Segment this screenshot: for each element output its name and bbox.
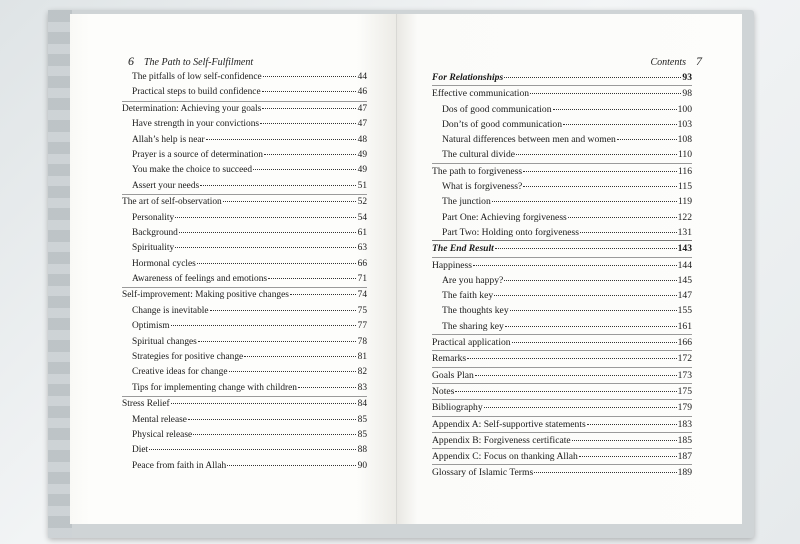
toc-entry-page: 61	[357, 227, 367, 238]
toc-entry-title: Are you happy?	[442, 274, 504, 286]
toc-entry-page: 116	[677, 165, 692, 177]
toc-leader-dots	[510, 310, 677, 311]
toc-leader-dots	[617, 139, 677, 140]
toc-entry-title: The pitfalls of low self-confidence	[132, 72, 262, 82]
toc-entry	[432, 240, 692, 256]
toc-entry	[432, 194, 692, 209]
toc-leader-dots	[175, 217, 356, 218]
toc-entry	[122, 272, 367, 287]
toc-leader-dots	[553, 109, 677, 110]
toc-entry	[122, 335, 367, 350]
toc-entry-title: Awareness of feelings and emotions	[132, 274, 268, 285]
toc-leader-dots	[504, 77, 681, 78]
toc-leader-dots	[484, 407, 677, 408]
toc-entry-title: Determination: Achieving your goals	[122, 103, 262, 114]
toc-leader-dots	[516, 154, 677, 155]
toc-entry-page: 100	[677, 103, 692, 115]
toc-entry-title: Self-improvement: Making positive changes	[122, 290, 289, 301]
toc-leader-dots	[572, 440, 677, 441]
toc-entry-title: Prayer is a source of determination	[132, 149, 263, 160]
toc-entry-title: Part One: Achieving forgiveness	[442, 211, 567, 223]
toc-entry	[122, 101, 367, 117]
toc-leader-dots	[298, 387, 356, 388]
toc-entry-title: Dos of good communication	[442, 103, 552, 115]
toc-entry	[432, 179, 692, 194]
toc-leader-dots	[179, 232, 356, 233]
toc-entry-page: 166	[677, 337, 692, 349]
toc-entry-page: 179	[677, 402, 692, 414]
toc-entry-title: Hormonal cycles	[132, 258, 196, 269]
toc-entry-page: 183	[677, 418, 692, 430]
toc-entry-page: 115	[677, 181, 692, 193]
toc-leader-dots	[473, 265, 677, 266]
toc-leader-dots	[197, 263, 356, 264]
toc-entry	[432, 303, 692, 318]
toc-leader-dots	[455, 391, 676, 392]
toc-entry-page: 85	[357, 414, 367, 425]
toc-leader-dots	[587, 424, 677, 425]
toc-leader-dots	[206, 139, 356, 140]
toc-entry-title: Notes	[432, 385, 455, 397]
toc-entry	[432, 334, 692, 350]
toc-entry-title: Part Two: Holding onto forgiveness	[442, 226, 580, 238]
toc-entry-page: 122	[677, 211, 692, 223]
toc-entry-page: 143	[677, 243, 692, 255]
toc-leader-dots	[495, 248, 677, 249]
toc-leader-dots	[512, 342, 677, 343]
toc-entry	[122, 319, 367, 334]
toc-entry	[432, 225, 692, 240]
toc-entry-title: Don’ts of good communication	[442, 118, 562, 130]
toc-entry	[122, 241, 367, 256]
toc-entry-page: 49	[357, 165, 367, 176]
toc-entry-page: 74	[357, 290, 367, 301]
toc-entry	[122, 133, 367, 148]
toc-entry-title: Natural differences between men and women	[442, 134, 616, 146]
toc-leader-dots	[523, 186, 677, 187]
toc-entry-title: Change is inevitable	[132, 305, 209, 316]
toc-entry-title: The thoughts key	[442, 305, 509, 317]
toc-leader-dots	[171, 325, 356, 326]
toc-entry-page: 85	[357, 429, 367, 440]
toc-entry-title: Mental release	[132, 414, 187, 425]
toc-entry-page: 175	[677, 385, 692, 397]
toc-leader-dots	[175, 247, 356, 248]
toc-entry	[432, 416, 692, 432]
toc-leader-dots	[492, 201, 677, 202]
toc-entry-page: 155	[677, 305, 692, 317]
toc-leader-dots	[244, 356, 356, 357]
toc-entry-title: Diet	[132, 445, 149, 456]
toc-entry-title: The cultural divide	[442, 149, 515, 161]
toc-entry	[432, 350, 692, 366]
toc-entry-title: Spirituality	[132, 243, 175, 254]
toc-entry-title: The path to forgiveness	[432, 165, 523, 177]
toc-entry	[432, 432, 692, 448]
toc-entry	[432, 117, 692, 132]
toc-leader-dots	[210, 310, 356, 311]
toc-leader-dots	[505, 326, 677, 327]
toc-entry	[122, 304, 367, 319]
toc-leader-dots	[467, 358, 677, 359]
left-running-head	[118, 54, 253, 69]
toc-entry-title: Peace from faith in Allah	[132, 460, 227, 471]
toc-entry-title: What is forgiveness?	[442, 181, 523, 193]
toc-entry-page: 90	[357, 460, 367, 471]
toc-entry-title: The faith key	[442, 290, 494, 302]
toc-entry-page: 108	[677, 134, 692, 146]
toc-entry	[122, 70, 367, 85]
toc-leader-dots	[580, 232, 677, 233]
toc-entry-title: Effective communication	[432, 88, 530, 100]
toc-entry-title: Personality	[132, 212, 175, 223]
toc-entry-page: 66	[357, 258, 367, 269]
toc-entry-page: 83	[357, 382, 367, 393]
toc-leader-dots	[475, 375, 677, 376]
toc-entry-title: The End Result	[432, 243, 494, 255]
toc-entry-title: Physical release	[132, 429, 193, 440]
toc-leader-dots	[223, 201, 356, 202]
toc-leader-dots	[253, 169, 356, 170]
toc-leader-dots	[494, 295, 676, 296]
toc-entry-page: 52	[357, 197, 367, 208]
toc-entry	[432, 319, 692, 334]
toc-leader-dots	[263, 76, 356, 77]
toc-entry	[122, 148, 367, 163]
toc-leader-dots	[200, 185, 356, 186]
toc-entry	[122, 413, 367, 428]
toc-entry-page: 172	[677, 353, 692, 365]
toc-entry-page: 110	[677, 149, 692, 161]
right-page-number: 7	[696, 54, 702, 68]
left-running-title: The Path to Self-Fulfilment	[144, 57, 254, 68]
toc-entry-page: 145	[677, 274, 692, 286]
toc-entry-page: 47	[357, 103, 367, 114]
toc-entry-title: Practical application	[432, 337, 511, 349]
toc-entry-page: 71	[357, 274, 367, 285]
toc-entry	[432, 132, 692, 147]
toc-entry-title: The junction	[442, 196, 491, 208]
toc-leader-dots	[563, 124, 677, 125]
toc-leader-dots	[504, 280, 676, 281]
right-running-head	[650, 54, 712, 69]
toc-entry-title: Allah’s help is near	[132, 134, 205, 145]
toc-entry-title: You make the choice to succeed	[132, 165, 253, 176]
toc-entry-title: Bibliography	[432, 402, 483, 414]
toc-leader-dots	[290, 294, 356, 295]
toc-entry	[432, 464, 692, 480]
toc-entry	[432, 273, 692, 288]
toc-entry	[122, 443, 367, 458]
toc-entry	[432, 210, 692, 225]
toc-entry-title: Appendix A: Self-supportive statements	[432, 418, 586, 430]
toc-entry-page: 189	[677, 467, 692, 479]
toc-leader-dots	[534, 472, 676, 473]
toc-entry	[432, 163, 692, 179]
toc-entry	[432, 288, 692, 303]
toc-entry-page: 81	[357, 352, 367, 363]
toc-entry	[122, 287, 367, 303]
toc-entry-title: Spiritual changes	[132, 336, 197, 347]
toc-entry-page: 46	[357, 87, 367, 98]
toc-entry-page: 84	[357, 399, 367, 410]
toc-entry-page: 161	[677, 320, 692, 332]
toc-entry	[122, 117, 367, 132]
toc-entry-page: 131	[677, 226, 692, 238]
toc-entry-page: 49	[357, 149, 367, 160]
left-toc-list	[122, 70, 367, 474]
toc-leader-dots	[260, 123, 356, 124]
toc-leader-dots	[188, 419, 356, 420]
toc-leader-dots	[268, 278, 356, 279]
toc-entry	[432, 102, 692, 117]
toc-leader-dots	[262, 108, 356, 109]
toc-entry-title: Tips for implementing change with children	[132, 382, 297, 393]
toc-entry-page: 93	[682, 72, 692, 83]
toc-leader-dots	[149, 449, 356, 450]
toc-entry-page: 185	[677, 434, 692, 446]
toc-entry	[122, 459, 367, 474]
left-page-number: 6	[128, 54, 134, 68]
toc-leader-dots	[171, 403, 356, 404]
book-cover-edge	[48, 10, 72, 538]
toc-entry	[122, 163, 367, 178]
toc-leader-dots	[193, 434, 356, 435]
toc-entry	[432, 147, 692, 162]
toc-entry-title: The art of self-observation	[122, 197, 222, 208]
toc-entry	[122, 365, 367, 380]
toc-entry-page: 147	[677, 290, 692, 302]
toc-entry-title: Remarks	[432, 353, 467, 365]
toc-entry-page: 77	[357, 321, 367, 332]
toc-entry-page: 82	[357, 367, 367, 378]
toc-entry-page: 44	[357, 72, 367, 82]
toc-entry-page: 88	[357, 445, 367, 456]
toc-entry	[122, 257, 367, 272]
toc-leader-dots	[198, 341, 356, 342]
left-page	[70, 14, 397, 524]
toc-entry-page: 48	[357, 134, 367, 145]
toc-entry-title: Practical steps to build confidence	[132, 87, 261, 98]
toc-entry-title: Optimism	[132, 321, 170, 332]
toc-leader-dots	[568, 217, 677, 218]
toc-entry-title: Assert your needs	[132, 180, 200, 191]
toc-entry-title: Goals Plan	[432, 369, 474, 381]
toc-entry	[122, 179, 367, 194]
toc-entry	[122, 85, 367, 100]
toc-entry	[432, 70, 692, 85]
toc-entry-page: 187	[677, 451, 692, 463]
toc-leader-dots	[530, 93, 681, 94]
toc-entry	[122, 350, 367, 365]
toc-entry-title: Stress Relief	[122, 399, 170, 410]
toc-leader-dots	[262, 91, 356, 92]
toc-entry-title: Creative ideas for change	[132, 367, 228, 378]
toc-entry-title: Background	[132, 227, 178, 238]
toc-entry-page: 173	[677, 369, 692, 381]
toc-entry-page: 47	[357, 119, 367, 130]
toc-entry-page: 75	[357, 305, 367, 316]
toc-entry-title: Appendix B: Forgiveness certificate	[432, 434, 571, 446]
right-running-title: Contents	[650, 57, 686, 68]
toc-entry	[122, 428, 367, 443]
toc-entry-page: 98	[682, 88, 692, 100]
toc-entry	[432, 399, 692, 415]
toc-entry	[122, 226, 367, 241]
toc-entry-page: 144	[677, 259, 692, 271]
toc-leader-dots	[227, 465, 356, 466]
toc-leader-dots	[229, 371, 356, 372]
toc-entry	[432, 383, 692, 399]
toc-entry-title: The sharing key	[442, 320, 504, 332]
toc-entry-title: Appendix C: Focus on thanking Allah	[432, 451, 578, 463]
toc-entry-page: 54	[357, 212, 367, 223]
toc-leader-dots	[523, 171, 677, 172]
toc-entry-page: 119	[677, 196, 692, 208]
toc-entry-page: 63	[357, 243, 367, 254]
right-toc-list	[432, 70, 692, 481]
toc-entry	[432, 367, 692, 383]
toc-entry	[122, 381, 367, 396]
toc-entry	[432, 448, 692, 464]
toc-entry-title: Have strength in your convictions	[132, 119, 260, 130]
right-page	[397, 14, 742, 524]
toc-entry-page: 103	[677, 118, 692, 130]
toc-entry-title: For Relationships	[432, 72, 504, 83]
toc-leader-dots	[579, 456, 677, 457]
toc-entry	[432, 257, 692, 273]
toc-leader-dots	[264, 154, 356, 155]
toc-entry-title: Strategies for positive change	[132, 352, 244, 363]
toc-entry-page: 78	[357, 336, 367, 347]
toc-entry	[122, 194, 367, 210]
toc-entry-title: Happiness	[432, 259, 472, 271]
toc-entry-page: 51	[357, 180, 367, 191]
toc-entry	[432, 85, 692, 101]
toc-entry	[122, 211, 367, 226]
toc-entry	[122, 396, 367, 412]
toc-entry-title: Glossary of Islamic Terms	[432, 467, 534, 479]
